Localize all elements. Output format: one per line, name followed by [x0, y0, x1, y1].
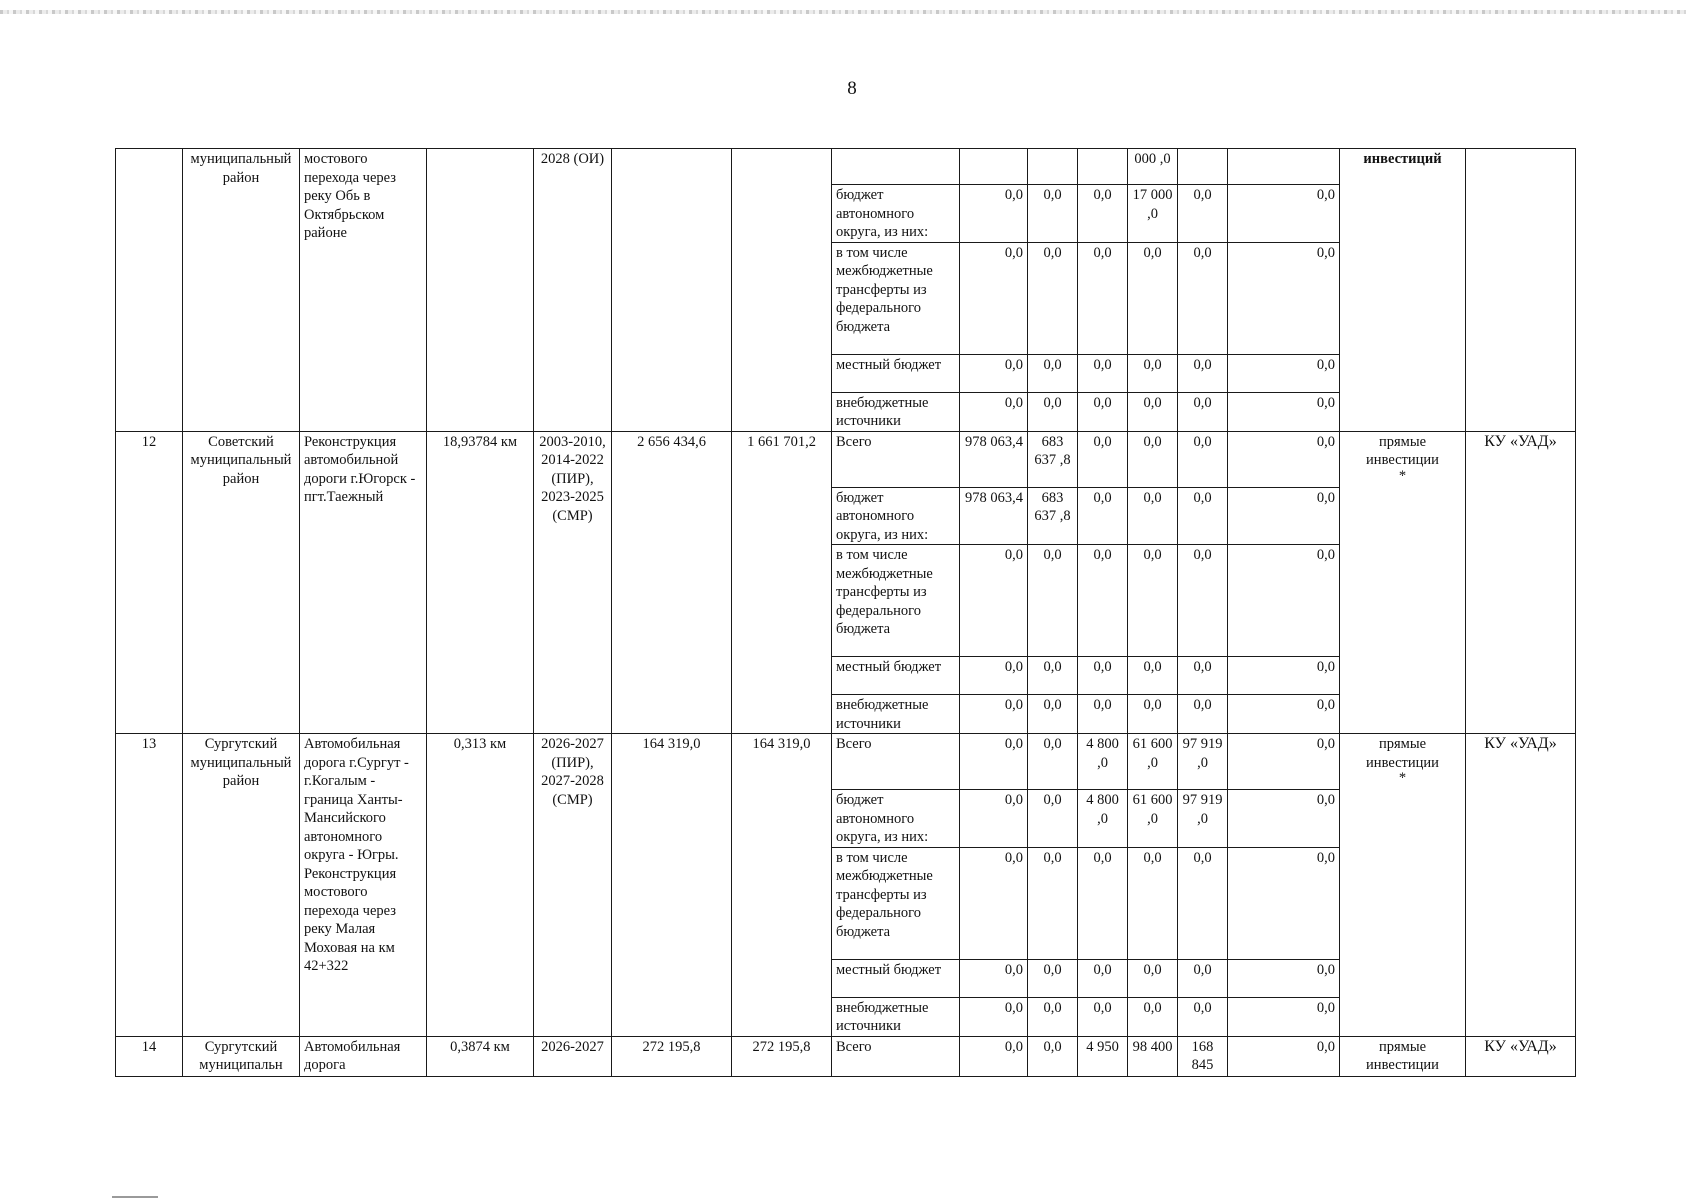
value-cell: 0,0 [1028, 790, 1078, 848]
value-cell [1078, 149, 1128, 185]
object-cell: мостового перехода через реку Обь в Октябрьском районе [300, 149, 427, 432]
source-cell: в том числе межбюджетные трансферты из федерального бюджета [832, 242, 960, 354]
customer-cell: КУ «УАД» [1466, 734, 1576, 1037]
district-cell: Советский муниципальный район [183, 431, 300, 734]
value-cell: 0,0 [1178, 657, 1228, 695]
value-cell: 0,0 [1178, 242, 1228, 354]
source-cell: местный бюджет [832, 354, 960, 392]
value-cell: 0,0 [1078, 392, 1128, 431]
value-cell: 97 919 ,0 [1178, 790, 1228, 848]
value-cell: 683 637 ,8 [1028, 431, 1078, 487]
table-row [116, 431, 1576, 487]
page-number: 8 [847, 78, 857, 99]
value-cell: 0,0 [1228, 545, 1340, 657]
scan-mark [112, 1196, 158, 1198]
value-cell: 0,0 [1028, 695, 1078, 734]
value-cell: 4 800 ,0 [1078, 734, 1128, 790]
district-cell: Сургутский муниципальн [183, 1036, 300, 1076]
value-cell: 0,0 [1228, 790, 1340, 848]
value-cell: 0,0 [960, 790, 1028, 848]
value-cell: 000 ,0 [1128, 149, 1178, 185]
value-cell: 0,0 [1078, 545, 1128, 657]
value-cell: 0,0 [1028, 185, 1078, 243]
value-cell: 0,0 [1128, 354, 1178, 392]
value-cell: 0,0 [1228, 242, 1340, 354]
value-cell: 0,0 [1228, 1036, 1340, 1076]
investment-form: прямые инвестиции [1366, 1038, 1439, 1073]
value-cell: 978 063,4 [960, 487, 1028, 545]
source-cell: внебюджетные источники [832, 997, 960, 1036]
value-cell: 0,0 [1228, 959, 1340, 997]
value-cell: 0,0 [1178, 847, 1228, 959]
value-cell: 0,0 [1028, 354, 1078, 392]
value-cell: 0,0 [960, 392, 1028, 431]
investment-form-cell [1340, 149, 1466, 432]
value-cell: 0,0 [1228, 657, 1340, 695]
investment-table [115, 148, 1576, 1077]
years-cell: 2028 (ОИ) [534, 149, 612, 432]
value-cell [1178, 149, 1228, 185]
table-row [116, 149, 1576, 185]
remain-cell: 272 195,8 [732, 1036, 832, 1076]
value-cell: 0,0 [960, 847, 1028, 959]
row-number: 14 [116, 1036, 183, 1076]
source-cell: внебюджетные источники [832, 695, 960, 734]
investment-form: прямые инвестиции [1366, 736, 1439, 771]
object-cell: Автомобильная дорога г.Сургут - г.Когалым - граница Ханты-Мансийского автономного округа - Югры. Реконструкция мостового перехода через реку Малая Моховая на км 42+322 [300, 734, 427, 1037]
row-number: 13 [116, 734, 183, 1037]
value-cell [960, 149, 1028, 185]
value-cell: 978 063,4 [960, 431, 1028, 487]
value-cell: 98 400 [1128, 1036, 1178, 1076]
customer-cell: КУ «УАД» [1466, 1036, 1576, 1076]
source-cell: местный бюджет [832, 657, 960, 695]
value-cell: 0,0 [1078, 242, 1128, 354]
value-cell: 0,0 [1078, 959, 1128, 997]
capacity-cell [427, 149, 534, 432]
value-cell: 0,0 [1128, 431, 1178, 487]
source-cell: Всего [832, 431, 960, 487]
value-cell: 0,0 [960, 657, 1028, 695]
source-cell: бюджет автономного округа, из них: [832, 487, 960, 545]
row-number [116, 149, 183, 432]
value-cell: 0,0 [1178, 997, 1228, 1036]
remain-cell: 164 319,0 [732, 734, 832, 1037]
investment-form: прямые инвестиции [1366, 433, 1439, 468]
value-cell: 0,0 [1178, 185, 1228, 243]
value-cell: 0,0 [1128, 847, 1178, 959]
value-cell: 0,0 [1228, 431, 1340, 487]
value-cell: 61 600 ,0 [1128, 790, 1178, 848]
value-cell: 0,0 [1228, 734, 1340, 790]
value-cell: 97 919 ,0 [1178, 734, 1228, 790]
value-cell: 4 800 ,0 [1078, 790, 1128, 848]
value-cell: 0,0 [1028, 847, 1078, 959]
source-cell: Всего [832, 1036, 960, 1076]
value-cell: 0,0 [1078, 185, 1128, 243]
years-cell: 2026-2027 (ПИР), 2027-2028 (СМР) [534, 734, 612, 1037]
cost-cell: 272 195,8 [612, 1036, 732, 1076]
value-cell: 0,0 [1078, 847, 1128, 959]
object-cell: Автомобильная дорога [300, 1036, 427, 1076]
value-cell: 0,0 [1078, 695, 1128, 734]
value-cell: 0,0 [960, 734, 1028, 790]
cost-cell [612, 149, 732, 432]
value-cell: 0,0 [1028, 959, 1078, 997]
value-cell [1228, 149, 1340, 185]
capacity-cell: 0,313 км [427, 734, 534, 1037]
table-row [116, 734, 1576, 790]
value-cell: 0,0 [1178, 392, 1228, 431]
footnote-star: * [1398, 467, 1407, 484]
value-cell: 0,0 [1078, 431, 1128, 487]
value-cell: 0,0 [960, 242, 1028, 354]
investment-form-cell [1340, 431, 1466, 734]
value-cell: 0,0 [1228, 392, 1340, 431]
value-cell: 0,0 [1078, 354, 1128, 392]
value-cell: 0,0 [1028, 657, 1078, 695]
value-cell: 0,0 [1178, 487, 1228, 545]
years-cell: 2003-2010, 2014-2022 (ПИР), 2023-2025 (СМР) [534, 431, 612, 734]
value-cell: 0,0 [1228, 354, 1340, 392]
source-cell: бюджет автономного округа, из них: [832, 185, 960, 243]
value-cell [1028, 149, 1078, 185]
value-cell: 0,0 [1078, 997, 1128, 1036]
district-cell: Сургутский муниципальный район [183, 734, 300, 1037]
district-cell: муниципальный район [183, 149, 300, 432]
capacity-cell: 18,93784 км [427, 431, 534, 734]
value-cell: 0,0 [1128, 487, 1178, 545]
value-cell: 0,0 [1228, 185, 1340, 243]
capacity-cell: 0,3874 км [427, 1036, 534, 1076]
cost-cell: 164 319,0 [612, 734, 732, 1037]
value-cell: 0,0 [1178, 545, 1228, 657]
row-number: 12 [116, 431, 183, 734]
value-cell: 0,0 [960, 354, 1028, 392]
value-cell: 0,0 [960, 1036, 1028, 1076]
source-cell: внебюджетные источники [832, 392, 960, 431]
remain-cell: 1 661 701,2 [732, 431, 832, 734]
investment-form-cell [1340, 1036, 1466, 1076]
source-cell: бюджет автономного округа, из них: [832, 790, 960, 848]
customer-cell [1466, 149, 1576, 432]
source-cell: Всего [832, 734, 960, 790]
value-cell: 4 950 [1078, 1036, 1128, 1076]
value-cell: 0,0 [1178, 431, 1228, 487]
value-cell: 0,0 [1128, 392, 1178, 431]
object-cell: Реконструкция автомобильной дороги г.Югорск - пгт.Таежный [300, 431, 427, 734]
value-cell: 0,0 [1178, 354, 1228, 392]
value-cell: 0,0 [1028, 392, 1078, 431]
value-cell: 0,0 [1028, 997, 1078, 1036]
value-cell: 0,0 [960, 997, 1028, 1036]
cost-cell: 2 656 434,6 [612, 431, 732, 734]
value-cell: 61 600 ,0 [1128, 734, 1178, 790]
table-row [116, 1036, 1576, 1076]
footnote-star: * [1398, 770, 1407, 786]
value-cell: 168 845 [1178, 1036, 1228, 1076]
value-cell: 0,0 [960, 695, 1028, 734]
value-cell: 0,0 [1228, 695, 1340, 734]
value-cell: 0,0 [1128, 997, 1178, 1036]
source-cell: местный бюджет [832, 959, 960, 997]
remain-cell [732, 149, 832, 432]
value-cell: 683 637 ,8 [1028, 487, 1078, 545]
scan-edge [0, 10, 1686, 14]
value-cell: 0,0 [1128, 657, 1178, 695]
value-cell: 0,0 [1078, 657, 1128, 695]
value-cell: 0,0 [1178, 959, 1228, 997]
source-cell [832, 149, 960, 185]
value-cell: 0,0 [1128, 695, 1178, 734]
value-cell: 0,0 [1128, 545, 1178, 657]
value-cell: 0,0 [1078, 487, 1128, 545]
value-cell: 0,0 [1028, 242, 1078, 354]
value-cell: 0,0 [1178, 695, 1228, 734]
value-cell: 0,0 [1128, 242, 1178, 354]
investment-form: инвестиций [1363, 151, 1442, 167]
value-cell: 0,0 [1228, 487, 1340, 545]
value-cell: 0,0 [1228, 847, 1340, 959]
source-cell: в том числе межбюджетные трансферты из федерального бюджета [832, 545, 960, 657]
investment-form-cell [1340, 734, 1466, 1037]
value-cell: 17 000 ,0 [1128, 185, 1178, 243]
value-cell: 0,0 [960, 185, 1028, 243]
value-cell: 0,0 [960, 959, 1028, 997]
value-cell: 0,0 [1028, 545, 1078, 657]
value-cell: 0,0 [1028, 734, 1078, 790]
value-cell: 0,0 [1128, 959, 1178, 997]
source-cell: в том числе межбюджетные трансферты из федерального бюджета [832, 847, 960, 959]
value-cell: 0,0 [1228, 997, 1340, 1036]
value-cell: 0,0 [1028, 1036, 1078, 1076]
value-cell: 0,0 [960, 545, 1028, 657]
customer-cell: КУ «УАД» [1466, 431, 1576, 734]
years-cell: 2026-2027 [534, 1036, 612, 1076]
